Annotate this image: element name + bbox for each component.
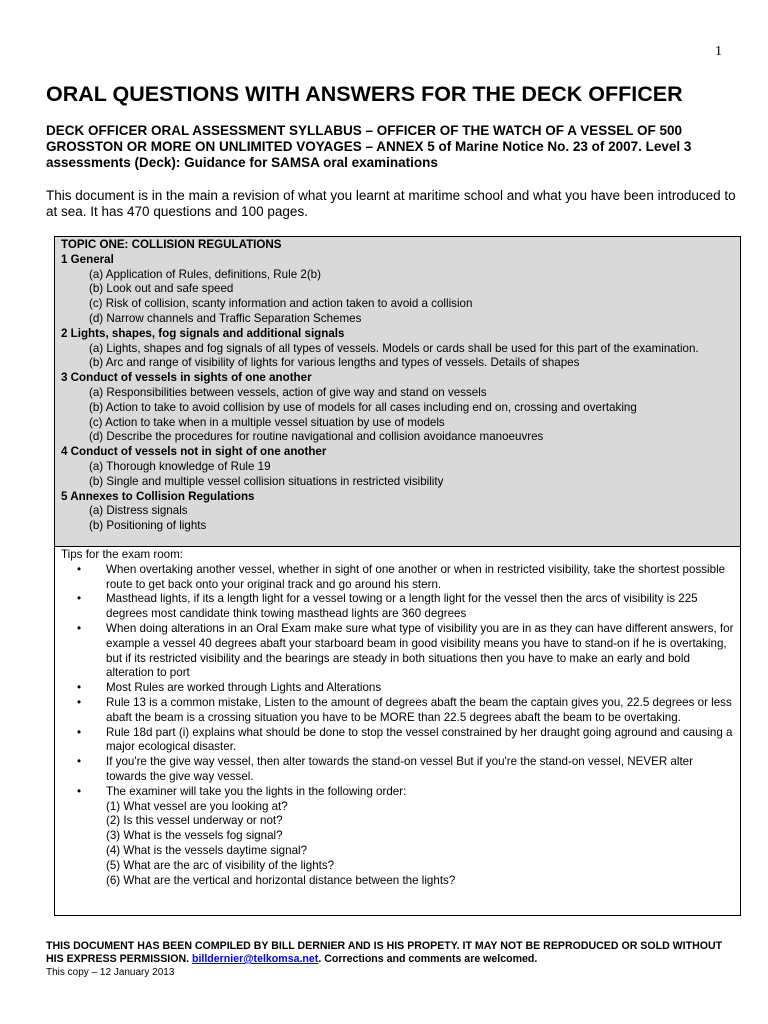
tip-item bbox=[61, 696, 734, 726]
syllabus-item: (b) Single and multiple vessel collision situations in restricted visibility bbox=[89, 474, 444, 488]
topic-title: TOPIC ONE: COLLISION REGULATIONS bbox=[61, 238, 282, 251]
tip-item bbox=[61, 755, 734, 785]
tip-item bbox=[61, 592, 734, 622]
section-heading: 1 General bbox=[61, 252, 114, 266]
syllabus-section bbox=[61, 327, 734, 371]
syllabus-item: (a) Responsibilities between vessels, action of give way and stand on vessels bbox=[89, 385, 487, 399]
syllabus-item: (c) Action to take when in a multiple vessel situation by use of models bbox=[89, 415, 445, 429]
light-order-step: (3) What is the vessels fog signal? bbox=[106, 829, 283, 843]
tip-text: When overtaking another vessel, whether in sight of one another or when in restricted visibility, take the shortest possible route to get back onto your original track and go around his stern. bbox=[106, 562, 726, 591]
light-order-step: (2) Is this vessel underway or not? bbox=[106, 814, 283, 828]
syllabus-item: (a) Thorough knowledge of Rule 19 bbox=[89, 459, 271, 473]
syllabus-item: (d) Describe the procedures for routine navigational and collision avoidance manoeuvres bbox=[89, 430, 544, 444]
bullet-icon: • bbox=[77, 681, 82, 695]
syllabus-item: (a) Application of Rules, definitions, Rule 2(b) bbox=[89, 267, 321, 281]
section-heading: 5 Annexes to Collision Regulations bbox=[61, 489, 255, 503]
syllabus-item: (a) Lights, shapes and fog signals of all types of vessels. Models or cards shall be used for this part of the examination. bbox=[89, 341, 699, 355]
tips-box bbox=[54, 547, 741, 916]
document-subtitle: DECK OFFICER ORAL ASSESSMENT SYLLABUS – OFFICER OF THE WATCH OF A VESSEL OF 500 GROSSTON OR MORE ON UNLIMITED VOYAGES – ANNEX 5 of Marine Notice No. 23 of 2007. Level 3 assessments (Deck): Guidance for SAMSA oral examinations bbox=[46, 123, 692, 170]
tip-text: When doing alterations in an Oral Exam make sure what type of visibility you are in as they can have different answers, for example a vessel 40 degrees abaft your starboard beam in good visibility means you have to stand-on if he is overtaking, but if its restricted visibility and the bearings are steady in both situations then you have to make an early and bold alteration to port bbox=[106, 621, 734, 680]
section-heading: 4 Conduct of vessels not in sight of one another bbox=[61, 445, 327, 459]
bullet-icon: • bbox=[77, 562, 82, 576]
document-title: ORAL QUESTIONS WITH ANSWERS FOR THE DECK OFFICER bbox=[46, 82, 683, 106]
syllabus-item: (b) Look out and safe speed bbox=[89, 282, 234, 296]
light-order-step: (6) What are the vertical and horizontal distance between the lights? bbox=[106, 873, 456, 887]
syllabus-item: (a) Distress signals bbox=[89, 504, 188, 518]
tip-text: Masthead lights, if its a length light for a vessel towing or a length light for the vessel then the arcs of visibility is 225 degrees most candidate think towing masthead lights are 360 degrees bbox=[106, 592, 698, 621]
syllabus-item: (b) Arc and range of visibility of lights for various lengths and types of vessels. Details of shapes bbox=[89, 356, 580, 370]
syllabus-box bbox=[54, 236, 741, 547]
tip-item bbox=[61, 785, 734, 889]
bullet-icon: • bbox=[77, 725, 82, 739]
tip-text: Most Rules are worked through Lights and Alterations bbox=[106, 681, 382, 695]
bullet-icon: • bbox=[77, 592, 82, 606]
syllabus-section bbox=[61, 253, 734, 327]
syllabus-item: (b) Action to take to avoid collision by use of models for all cases including end on, crossing and overtaking bbox=[89, 400, 637, 414]
intro-paragraph: This document is in the main a revision of what you learnt at maritime school and what you have been introduced to at sea. It has 470 questions and 100 pages. bbox=[46, 188, 736, 219]
tip-item bbox=[61, 563, 734, 593]
syllabus-item: (b) Positioning of lights bbox=[89, 519, 207, 533]
tips-list bbox=[61, 563, 734, 889]
tips-heading: Tips for the exam room: bbox=[61, 548, 183, 561]
tip-item bbox=[61, 622, 734, 681]
syllabus-item: (c) Risk of collision, scanty information and action taken to avoid a collision bbox=[89, 297, 473, 311]
syllabus-section bbox=[61, 371, 734, 445]
syllabus-section bbox=[61, 445, 734, 489]
bullet-icon: • bbox=[77, 755, 82, 769]
corrections-note: . Corrections and comments are welcomed. bbox=[318, 953, 538, 965]
bullet-icon: • bbox=[77, 784, 82, 798]
syllabus-section bbox=[61, 490, 734, 534]
light-order-step: (1) What vessel are you looking at? bbox=[106, 799, 288, 813]
section-heading: 2 Lights, shapes, fog signals and additional signals bbox=[61, 326, 345, 340]
page-number: 1 bbox=[715, 44, 722, 59]
email-link[interactable]: billdernier@telkomsa.net bbox=[192, 953, 319, 965]
tip-item bbox=[61, 681, 734, 696]
syllabus-item: (d) Narrow channels and Traffic Separation Schemes bbox=[89, 311, 362, 325]
light-order-step: (5) What are the arc of visibility of the lights? bbox=[106, 858, 335, 872]
bullet-icon: • bbox=[77, 621, 82, 635]
tip-text: If you're the give way vessel, then alter towards the stand-on vessel But if you're the stand-on vessel, NEVER alter towards the give way vessel. bbox=[106, 755, 693, 783]
tip-item bbox=[61, 726, 734, 756]
footer-notice bbox=[46, 940, 736, 966]
bullet-icon: • bbox=[77, 695, 82, 709]
section-heading: 3 Conduct of vessels in sights of one another bbox=[61, 371, 312, 385]
light-order-step: (4) What is the vessels daytime signal? bbox=[106, 843, 308, 857]
copyright-notice: THIS DOCUMENT HAS BEEN COMPILED BY BILL DERNIER AND IS HIS PROPETY. IT MAY NOT BE REPRODUCED OR SOLD WITHOUT HIS EXPRESS PERMISSION. bbox=[46, 940, 723, 965]
tip-text: The examiner will take you the lights in the following order: bbox=[106, 784, 407, 798]
copy-date: This copy – 12 January 2013 bbox=[46, 967, 175, 978]
tip-text: Rule 18d part (i) explains what should be done to stop the vessel constrained by her draught going aground and causing a major ecological disaster. bbox=[106, 725, 733, 754]
tip-text: Rule 13 is a common mistake, Listen to the amount of degrees abaft the beam the captain gives you, 22.5 degrees or less abaft the beam is a crossing situation you have to be MORE than 22.5 degrees abaft the beam to be overtaking. bbox=[106, 695, 732, 724]
